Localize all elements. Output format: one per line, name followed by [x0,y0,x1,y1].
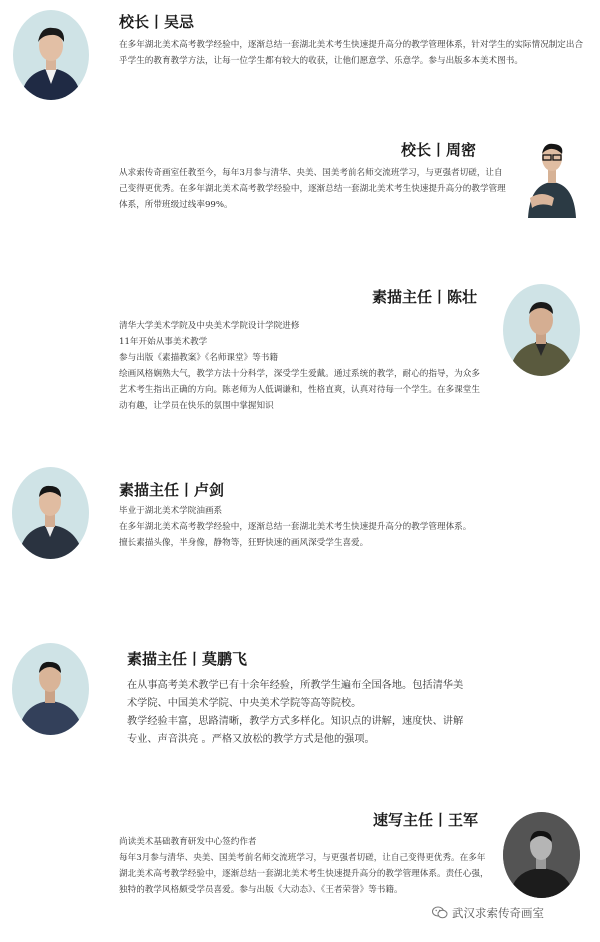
bio-wang-jun [119,834,491,898]
title-mo-pengfei: 素描主任丨莫鹏飞 [127,650,248,668]
avatar-chen-zhuang [503,284,580,376]
title-wu-ji: 校长丨吴忌 [119,13,195,31]
bio-line: 从求索传奇画室任教至今，每年3月参与清华、央美、国美考前名师交流班学习，与更强者切磋，让自己变得更优秀。在多年湖北美术高考教学经验中，逐渐总结一套湖北美术考生快速提升高分的教学管理体系，所带班级过线率99%。 [119,168,506,210]
bio-line: 在多年湖北美术高考教学经验中，逐渐总结一套湖北美术考生快速提升高分的教学管理体系。 [119,522,472,532]
bio-line: 参与出版《素描教案》《名师课堂》等书籍 [119,353,278,363]
bio-line: 在从事高考美术教学已有十余年经验，所教学生遍布全国各地。包括清华美术学院、中国美术学院、中央美术学院等高等院校。 [127,680,464,709]
bio-mo-pengfei [127,677,473,749]
avatar-wu-ji [13,10,89,100]
bio-wu-ji [119,37,589,69]
title-lu-jian: 素描主任丨卢剑 [119,481,225,499]
bio-line: 在多年湖北美术高考教学经验中，逐渐总结一套湖北美术考生快速提升高分的教学管理体系，针对学生的实际情况制定出合乎学生的教育教学方法，让每一位学生都有较大的收获，让他们愿意学、乐意学。参与出版多本美术图书。 [119,40,584,66]
watermark-text: 武汉求索传奇画室 [452,906,544,920]
avatar-lu-jian [12,467,89,559]
title-chen-zhuang: 素描主任丨陈壮 [372,288,478,306]
avatar-zhou-mi [524,128,580,218]
watermark [432,905,544,922]
bio-zhou-mi [119,165,507,213]
title-wang-jun: 速写主任丨王军 [373,811,479,829]
bio-line: 擅长素描头像，半身像，静物等，狂野快速的画风深受学生喜爱。 [119,538,369,548]
bio-line: 教学经验丰富，思路清晰，教学方式多样化。知识点的讲解，速度快、讲解专业、声音洪亮 。严格又放松的教学方式是他的强项。 [127,716,464,745]
bio-line: 清华大学美术学院及中央美术学院设计学院进修 [119,321,300,331]
bio-lu-jian [119,503,589,551]
bio-chen-zhuang [119,318,487,414]
avatar-mo-pengfei [12,643,89,735]
bio-line: 尚读美术基础教育研发中心签约作者 [119,837,257,847]
bio-line: 毕业于湖北美术学院油画系 [119,506,223,516]
title-zhou-mi: 校长丨周密 [401,141,477,159]
bio-line: 绘画风格娴熟大气，教学方法十分科学，深受学生爱戴。通过系统的教学，耐心的指导，为众多艺术考生指出正确的方向。陈老师为人低调谦和，性格直爽，认真对待每一个学生。在多课堂生动有趣，让学员在快乐的氛围中掌握知识 [119,369,480,411]
wechat-icon [432,906,448,922]
bio-line: 每年3月参与清华、央美、国美考前名师交流班学习，与更强者切磋，让自己变得更优秀。在多年湖北美术高考教学经验中，逐渐总结一套湖北美术考生快速提升高分的教学管理体系。责任心强，独特的教学风格颇受学员喜爱。参与出版《大动态》、《王者荣誉》等书籍。 [119,853,489,895]
avatar-wang-jun [503,812,580,898]
bio-line: 11年开始从事美术教学 [119,337,208,347]
